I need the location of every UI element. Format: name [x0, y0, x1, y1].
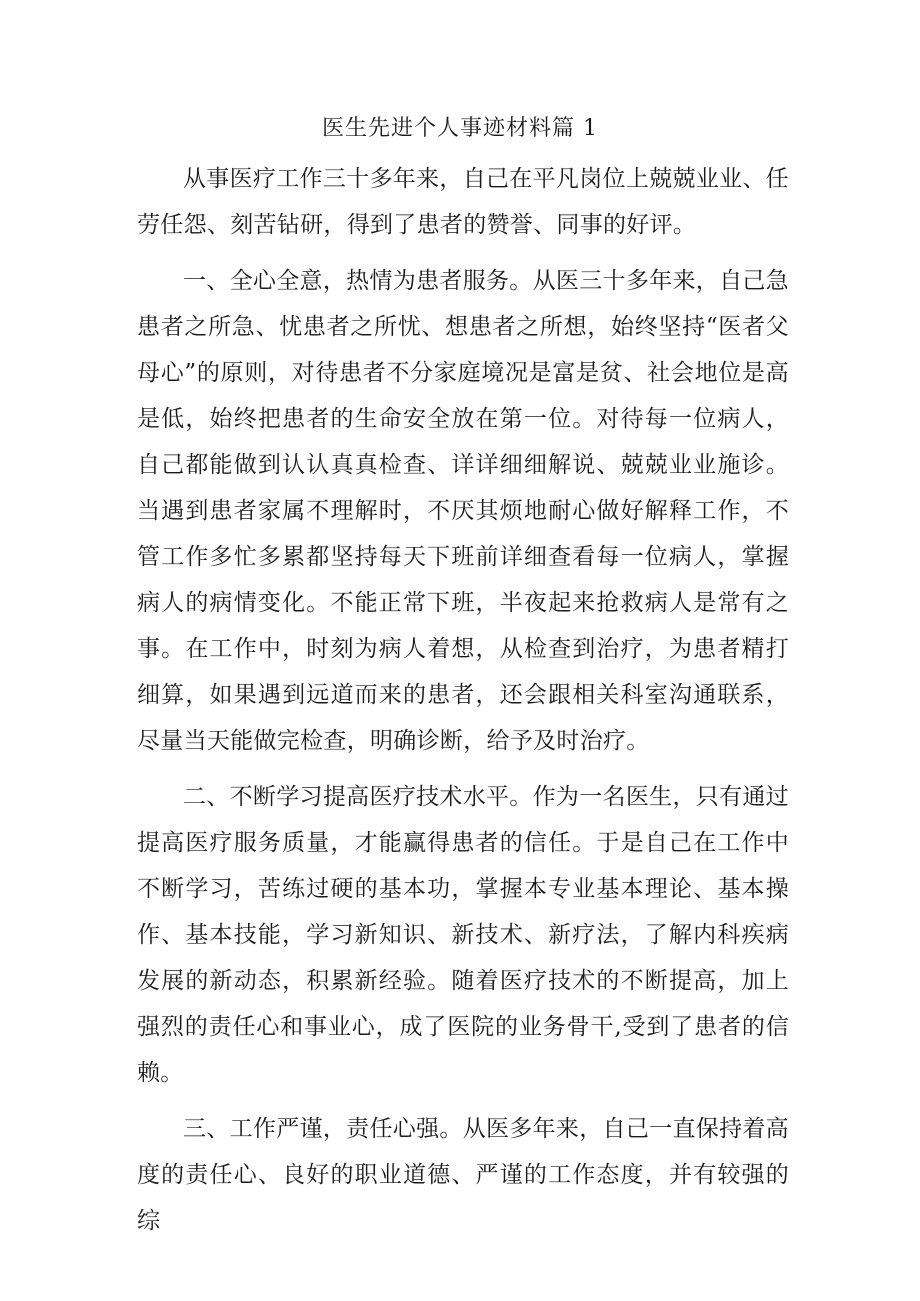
document-body — [137, 156, 789, 1254]
paragraph-section-1: 一、全心全意，热情为患者服务。从医三十多年来，自己急患者之所急、忧患者之所忧、想患者之所想，始终坚持“医者父母心”的原则，对待患者不分家庭境况是富是贫、社会地位是高是低，始终把患者的生命安全放在第一位。对待每一位病人，自己都能做到认认真真检查、详详细细解说、兢兢业业施诊。当遇到患者家属不理解时，不厌其烦地耐心做好解释工作，不管工作多忙多累都坚持每天下班前详细查看每一位病人，掌握病人的病情变化。不能正常下班，半夜起来抢救病人是常有之事。在工作中，时刻为病人着想，从检查到治疗，为患者精打细算，如果遇到远道而来的患者，还会跟相关科室沟通联系，尽量当天能做完检查，明确诊断，给予及时治疗。 — [137, 268, 789, 754]
paragraph-section-3: 三、工作严谨，责任心强。从医多年来，自己一直保持着高度的责任心、良好的职业道德、严谨的工作态度，并有较强的综 — [137, 1116, 789, 1234]
document-title: 医生先进个人事迹材料篇 1 — [322, 116, 598, 141]
paragraph-section-2: 二、不断学习提高医疗技术水平。作为一名医生，只有通过提高医疗服务质量，才能赢得患者的信任。于是自己在工作中不断学习，苦练过硬的基本功，掌握本专业基本理论、基本操作、基本技能，学习新知识、新技术、新疗法，了解内科疾病发展的新动态，积累新经验。随着医疗技术的不断提高，加上强烈的责任心和事业心，成了医院的业务骨干,受到了患者的信赖。 — [137, 784, 789, 1086]
paragraph-intro: 从事医疗工作三十多年来，自己在平凡岗位上兢兢业业、任劳任怨、刻苦钻研，得到了患者的赞誉、同事的好评。 — [137, 166, 789, 238]
